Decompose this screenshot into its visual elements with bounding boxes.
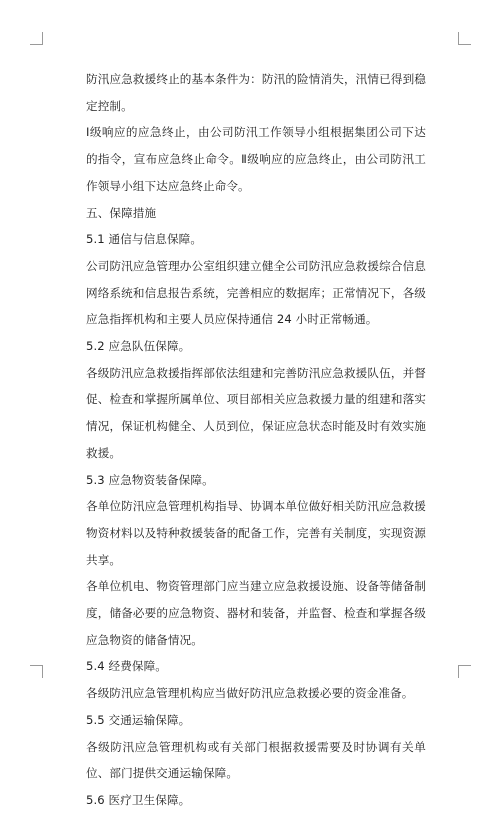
crop-mark-top-left xyxy=(30,32,43,45)
crop-mark-bottom-right xyxy=(458,665,471,678)
paragraph-communication: 公司防汛应急管理办公室组织建立健全公司防汛应急救援综合信息网络系统和信息报告系统，完善相应的数据库；正常情况下，各级应急指挥机构和主要人员应保持通信 24 小时正常畅通。 xyxy=(86,258,426,327)
document-body xyxy=(86,66,426,814)
subheading-5-5: 5.5 交通运输保障。 xyxy=(86,712,191,727)
paragraph-response-termination: Ⅰ级响应的应急终止，由公司防汛工作领导小组根据集团公司下达的指令，宣布应急终止命令。Ⅱ级响应的应急终止，由公司防汛工作领导小组下达应急终止命令。 xyxy=(86,125,426,193)
subheading-5-2: 5.2 应急队伍保障。 xyxy=(86,339,191,354)
subheading-5-1: 5.1 通信与信息保障。 xyxy=(86,232,203,247)
crop-mark-bottom-left xyxy=(30,665,43,678)
paragraph-emergency-team: 各级防汛应急救援指挥部依法组建和完善防汛应急救援队伍，并督促、检查和掌握所属单位、项目部相关应急救援力量的组建和落实情况，保证机构健全、人员到位，保证应急状态时能及时有效实施救援。 xyxy=(86,365,426,460)
paragraph-funding: 各级防汛应急管理机构应当做好防汛应急救援必要的资金准备。 xyxy=(86,686,414,701)
crop-mark-top-right xyxy=(458,32,471,45)
subheading-5-6: 5.6 医疗卫生保障。 xyxy=(86,792,191,807)
subheading-5-4: 5.4 经费保障。 xyxy=(86,659,167,674)
subheading-5-3: 5.3 应急物资装备保障。 xyxy=(86,472,214,487)
section-heading-safeguards: 五、保障措施 xyxy=(86,205,157,220)
paragraph-transport: 各级防汛应急管理机构或有关部门根据救援需要及时协调有关单位、部门提供交通运输保障。 xyxy=(86,739,426,781)
paragraph-material-reserves: 各单位机电、物资管理部门应当建立应急救援设施、设备等储备制度，储备必要的应急物资、器材和装备，并监督、检查和掌握各级应急物资的储备情况。 xyxy=(86,579,426,647)
paragraph-materials-equipment: 各单位防汛应急管理机构指导、协调本单位做好相关防汛应急救援物资材料以及特种救援装备的配备工作，完善有关制度，实现资源共享。 xyxy=(86,499,426,567)
paragraph-termination-conditions: 防汛应急救援终止的基本条件为：防汛的险情消失，汛情已得到稳定控制。 xyxy=(86,72,426,113)
